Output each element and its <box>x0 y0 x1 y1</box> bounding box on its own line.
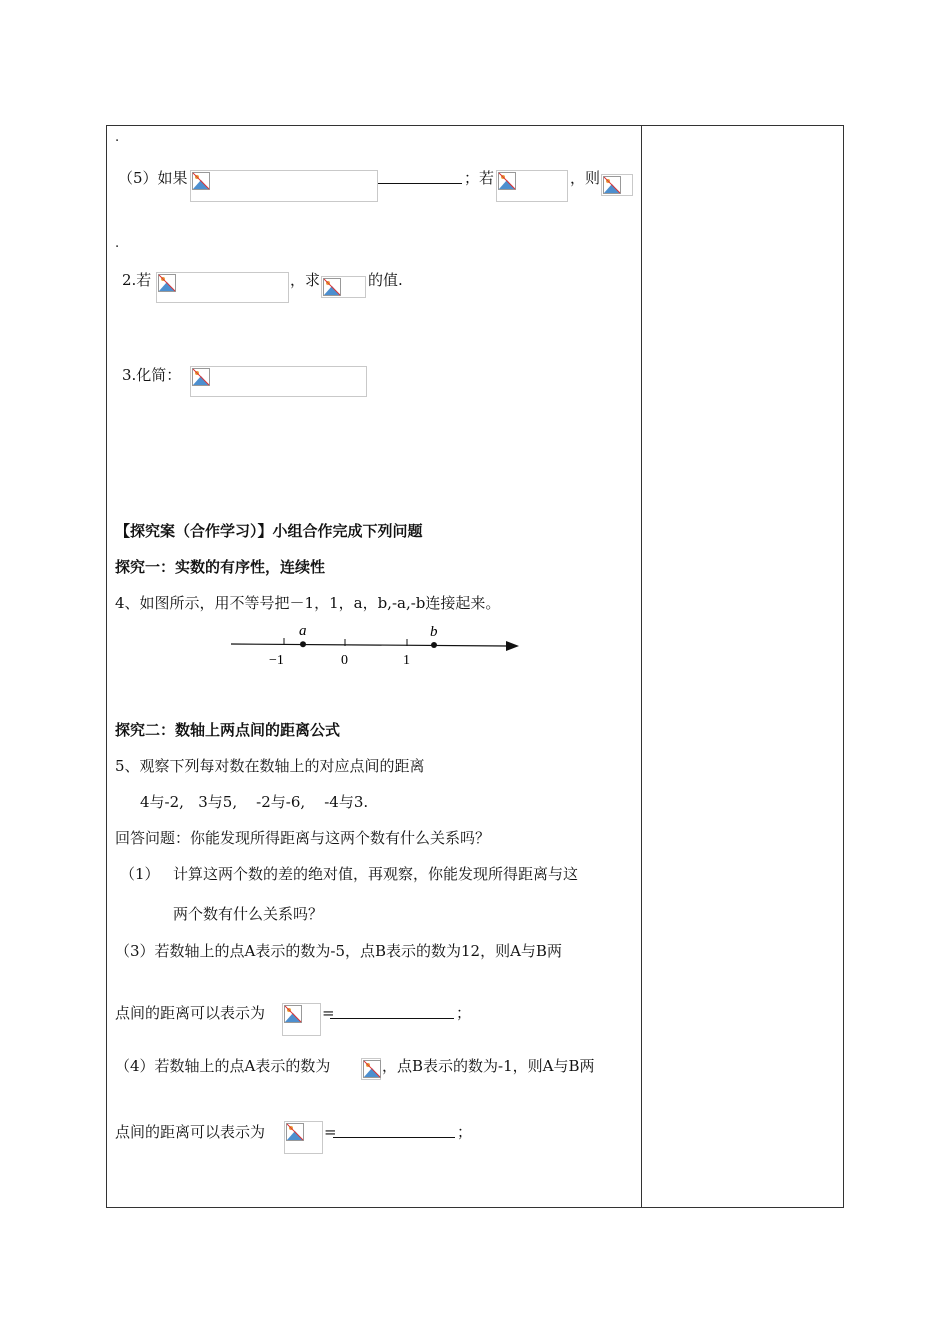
sub4-text-cont: ，点B表示的数为-1，则A与B两 <box>382 1057 595 1075</box>
semicolon: ； <box>457 1123 473 1141</box>
formula-image <box>321 276 366 298</box>
formula-image <box>361 1058 381 1080</box>
broken-image-icon <box>284 1005 302 1023</box>
q3-label: 3.化简： <box>122 366 182 384</box>
equals-sign: = <box>324 1123 337 1141</box>
point-b <box>431 642 437 648</box>
broken-image-icon <box>192 368 210 386</box>
number-line-figure <box>225 620 525 668</box>
broken-image-icon <box>286 1123 304 1141</box>
point-a <box>300 641 306 647</box>
tick-label: −1 <box>269 653 284 668</box>
stray-mark: . <box>115 130 120 145</box>
formula-image <box>156 272 289 303</box>
q5-then: ，则 <box>570 169 601 187</box>
q2-end: 的值. <box>368 271 403 289</box>
answer-question: 回答问题：你能发现所得距离与这两个数有什么关系吗？ <box>115 829 491 847</box>
number-pairs: 4与-2, 3与5, -2与-6, -4与3. <box>140 793 369 811</box>
broken-image-icon <box>192 172 210 190</box>
formula-image <box>284 1121 323 1154</box>
point-a-label: a <box>299 623 307 639</box>
q2-ask: ，求 <box>290 271 321 289</box>
sub1-text: 计算这两个数的差的绝对值，再观察，你能发现所得距离与这 <box>173 865 579 883</box>
number-line-axis <box>231 644 507 646</box>
semicolon: ； <box>456 1004 472 1022</box>
broken-image-icon <box>603 176 621 194</box>
q5-label: （5）如果 <box>118 169 188 187</box>
q2-label: 2.若 <box>122 271 152 289</box>
sub3-text: （3）若数轴上的点A表示的数为-5，点B表示的数为12，则A与B两 <box>115 942 562 960</box>
point-b-label: b <box>430 624 438 640</box>
column-divider <box>641 125 642 1208</box>
formula-image <box>496 170 568 202</box>
sub4-line: 点间的距离可以表示为 <box>115 1123 266 1141</box>
formula-image <box>190 366 367 397</box>
q5-observe: 5、观察下列每对数在数轴上的对应点间的距离 <box>115 757 425 775</box>
axis-arrow <box>506 641 519 651</box>
answer-blank[interactable] <box>333 1137 455 1138</box>
broken-image-icon <box>363 1060 381 1078</box>
sub4-text: （4）若数轴上的点A表示的数为 <box>115 1057 331 1075</box>
answer-blank[interactable] <box>330 1018 454 1019</box>
q4-text: 4、如图所示，用不等号把－1，1，a，b,-a,-b连接起来。 <box>115 594 501 612</box>
formula-image <box>282 1003 321 1036</box>
broken-image-icon <box>323 278 341 296</box>
broken-image-icon <box>158 274 176 292</box>
stray-mark: . <box>115 236 120 251</box>
answer-blank[interactable] <box>378 183 462 184</box>
formula-image <box>601 174 633 196</box>
part1-title: 探究一：实数的有序性，连续性 <box>115 558 326 576</box>
tick-label: 0 <box>341 653 348 668</box>
explore-heading: 【探究案（合作学习）】小组合作完成下列问题 <box>115 522 423 540</box>
part2-title: 探究二：数轴上两点间的距离公式 <box>115 721 341 739</box>
equals-sign: = <box>322 1004 335 1022</box>
formula-image <box>190 170 378 202</box>
tick-label: 1 <box>403 653 410 668</box>
sub3-line: 点间的距离可以表示为 <box>115 1004 266 1022</box>
broken-image-icon <box>498 172 516 190</box>
sub1-number: （1） <box>120 865 160 883</box>
q5-mid: ；若 <box>464 169 495 187</box>
sub1-text-cont: 两个数有什么关系吗？ <box>173 905 324 923</box>
